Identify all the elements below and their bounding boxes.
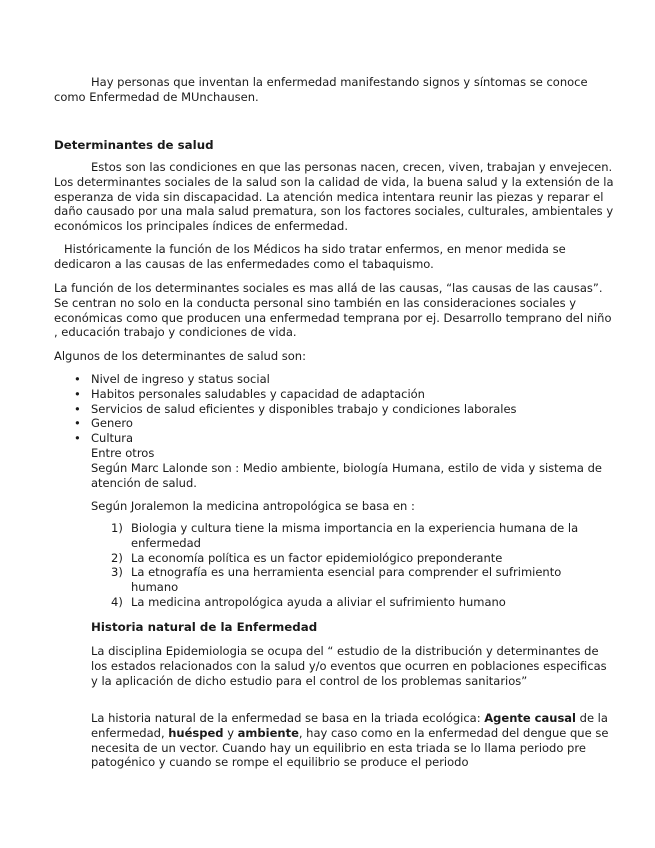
bullet-icon: • <box>74 386 81 401</box>
intro-paragraph: Hay personas que inventan la enfermedad manifestando signos y síntomas se conoce como Enfermedad de MUnchausen. <box>54 75 588 104</box>
antropologia-list <box>91 521 606 610</box>
paragraph-condiciones: Estos son las condiciones en que las personas nacen, crecen, viven, trabajan y envejecen. Los determinantes sociales de la salud son la calidad de vida, la buena salud y la extensión de la esperanza de vida sin discapacidad. La atención medica intentara reunir las piezas y reparar el daño causado por una mala salud prematura, son los factores sociales, culturales, ambientales y económicos los principales índices de enfermedad. <box>54 160 614 234</box>
list-item: • Habitos personales saludables y capacidad de adaptación <box>74 386 425 401</box>
paragraph-lalonde: Según Marc Lalonde son : Medio ambiente, biología Humana, estilo de vida y sistema de atención de salud. <box>91 461 603 490</box>
paragraph-joralemon: Según Joralemon la medicina antropológica se basa en : <box>91 499 415 513</box>
bullet-icon: • <box>74 401 81 416</box>
paragraph-funcion: La función de los determinantes sociales es mas allá de las causas, “las causas de las causas”. Se centran no solo en la conducta personal sino también en las consideraciones sociales y económicas como que producen una enfermedad temprana por ej. Desarrollo temprano del niño , educación trabajo y condiciones de vida. <box>54 281 612 340</box>
section-heading-historia: Historia natural de la Enfermedad <box>91 620 318 634</box>
huesped-term: huésped <box>168 725 224 740</box>
determinantes-list <box>54 372 614 446</box>
ambiente-term: ambiente <box>237 725 299 740</box>
section-heading-determinantes: Determinantes de salud <box>54 138 214 152</box>
list-item: 4) La medicina antropológica ayuda a aliviar el sufrimiento humano <box>111 594 506 609</box>
list-item: • Servicios de salud eficientes y disponibles trabajo y condiciones laborales <box>74 401 517 416</box>
list-item: 2) La economía política es un factor epidemiológico preponderante <box>111 550 503 565</box>
paragraph-epidemiologia: La disciplina Epidemiologia se ocupa del “ estudio de la distribución y determinantes de los estados relacionados con la salud y/o eventos que ocurren en poblaciones especificas y la aplicación de dicho estudio para el control de los problemas sanitarios” <box>91 644 607 688</box>
list-item: 1) Biologia y cultura tiene la misma importancia en la experiencia humana de la enfermedad <box>111 521 579 550</box>
paragraph-algunos: Algunos de los determinantes de salud son: <box>54 349 306 363</box>
bullet-icon: • <box>74 416 81 431</box>
paragraph-historicamente: Históricamente la función de los Médicos ha sido tratar enfermos, en menor medida se dedicaron a las causas de las enfermedades como el tabaquismo. <box>54 242 566 271</box>
bullet-icon: • <box>74 372 81 386</box>
list-item: • Nivel de ingreso y status social <box>74 372 270 386</box>
list-item: • Genero <box>74 416 133 431</box>
list-item: 3) La etnografía es una herramienta esencial para comprender el sufrimiento humano <box>111 565 562 595</box>
agente-causal-term: Agente causal <box>484 711 576 725</box>
list-item: • Cultura <box>74 431 134 446</box>
bullet-icon: • <box>74 431 81 446</box>
paragraph-triada: La historia natural de la enfermedad se basa en la triada ecológica: Agente causal de la enfermedad, huésped y ambiente, hay caso como en la enfermedad del dengue que se necesita de un vector. Cuando hay un equilibrio en esta triada se lo llama periodo pre patogénico y cuando se rompe el equilibrio se produce el periodo <box>91 711 609 770</box>
entre-otros-text: Entre otros <box>91 446 155 460</box>
